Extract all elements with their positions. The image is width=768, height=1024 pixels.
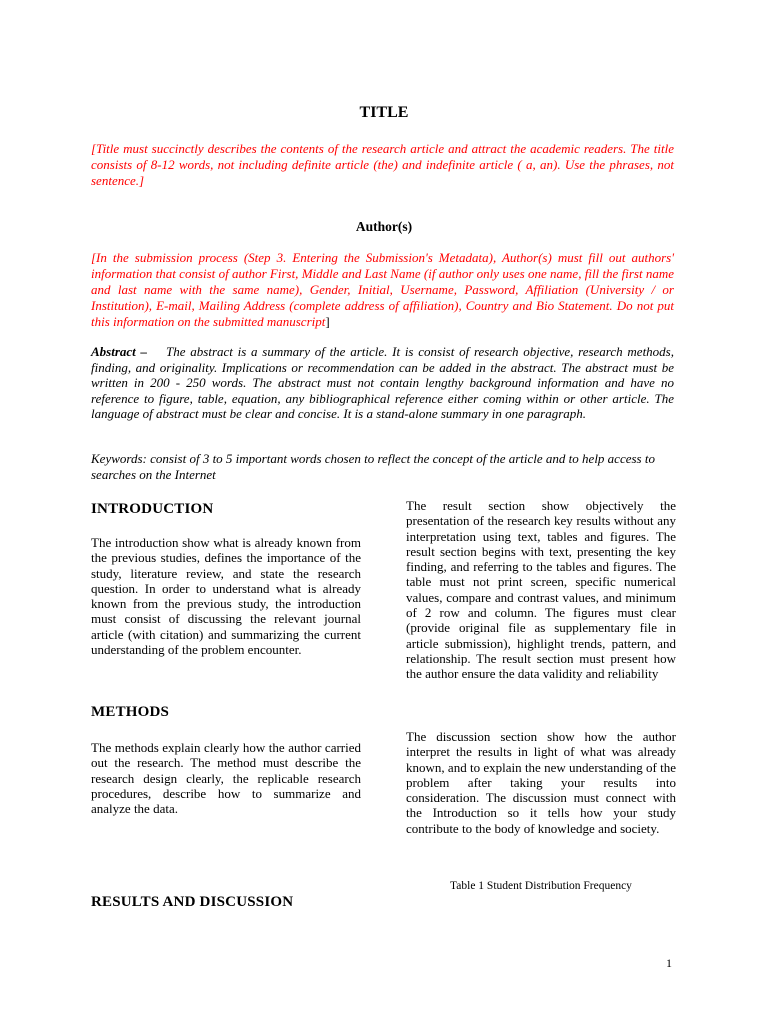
introduction-heading: INTRODUCTION	[91, 501, 214, 517]
authors-instructions	[91, 250, 674, 330]
methods-text: The methods explain clearly how the author carried out the research. The method must describe the research design clearly, the replicable research procedures, describe how to summarize and analyze the data.	[91, 740, 361, 817]
authors-instructions-bracket: ]	[325, 314, 330, 329]
authors-heading: Author(s)	[355, 219, 413, 234]
abstract-label: Abstract –	[91, 344, 148, 359]
table-caption: Table 1 Student Distribution Frequency	[450, 880, 632, 892]
abstract	[91, 344, 674, 422]
page-number: 1	[666, 956, 672, 970]
keywords: Keywords: consist of 3 to 5 important words chosen to reflect the concept of the article and to help access to searches on the Internet	[91, 451, 655, 482]
authors-instructions-text: [In the submission process (Step 3. Entering the Submission's Metadata), Author(s) must fill out authors' information that consist of author First, Middle and Last Name (if author only uses one name, fill the first name and last name with the same name), Gender, Initial, Username, Password, Affiliation (University / or Institution), E-mail, Mailing Address (complete address of affiliation), Country and Bio Statement. Do not put this information on the submitted manuscript	[91, 250, 674, 329]
results-discussion-heading: RESULTS AND DISCUSSION	[91, 894, 294, 910]
abstract-text: The abstract is a summary of the article. It is consist of research objective, research methods, finding, and originality. Implications or recommendation can be added in the abstract. The abstract must be written in 200 - 250 words. The abstract must not contain lengthy background information and have no reference to figure, table, equation, any bibliographical reference either coming within or other article. The language of abstract must be clear and concise. It is a stand-alone summary in one paragraph.	[91, 344, 674, 421]
discussion-text: The discussion section show how the author interpret the results in light of what was already known, and to explain the new understanding of the problem after taking your results into consideration. The discussion must connect with the Introduction so it tells how your study contribute to the body of knowledge and society.	[406, 729, 676, 836]
title-instructions: [Title must succinctly describes the contents of the research article and attract the academic readers. The title consists of 8-12 words, not including definite article (the) and indefinite article ( a, an). Use the phrases, not sentence.]	[91, 141, 674, 188]
page-title: TITLE	[359, 104, 409, 121]
methods-heading: METHODS	[91, 704, 170, 720]
introduction-text: The introduction show what is already known from the previous studies, defines the importance of the study, literature review, and state the research question. In order to understand what is already known from the previous study, the introduction must consist of discussing the relevant journal article (with citation) and summarizing the current understanding of the problem encounter.	[91, 535, 361, 658]
results-text: The result section show objectively the presentation of the research key results without any interpretation using text, tables and figures. The result section begins with text, presenting the key finding, and referring to the tables and figures. The table must not print screen, specific numerical values, compare and contrast values, and minimum of 2 row and column. The figures must clear (provide original file as supplementary file in article submission), highlight trends, pattern, and relationship. The result section must present how the author ensure the data validity and reliability	[406, 498, 676, 682]
